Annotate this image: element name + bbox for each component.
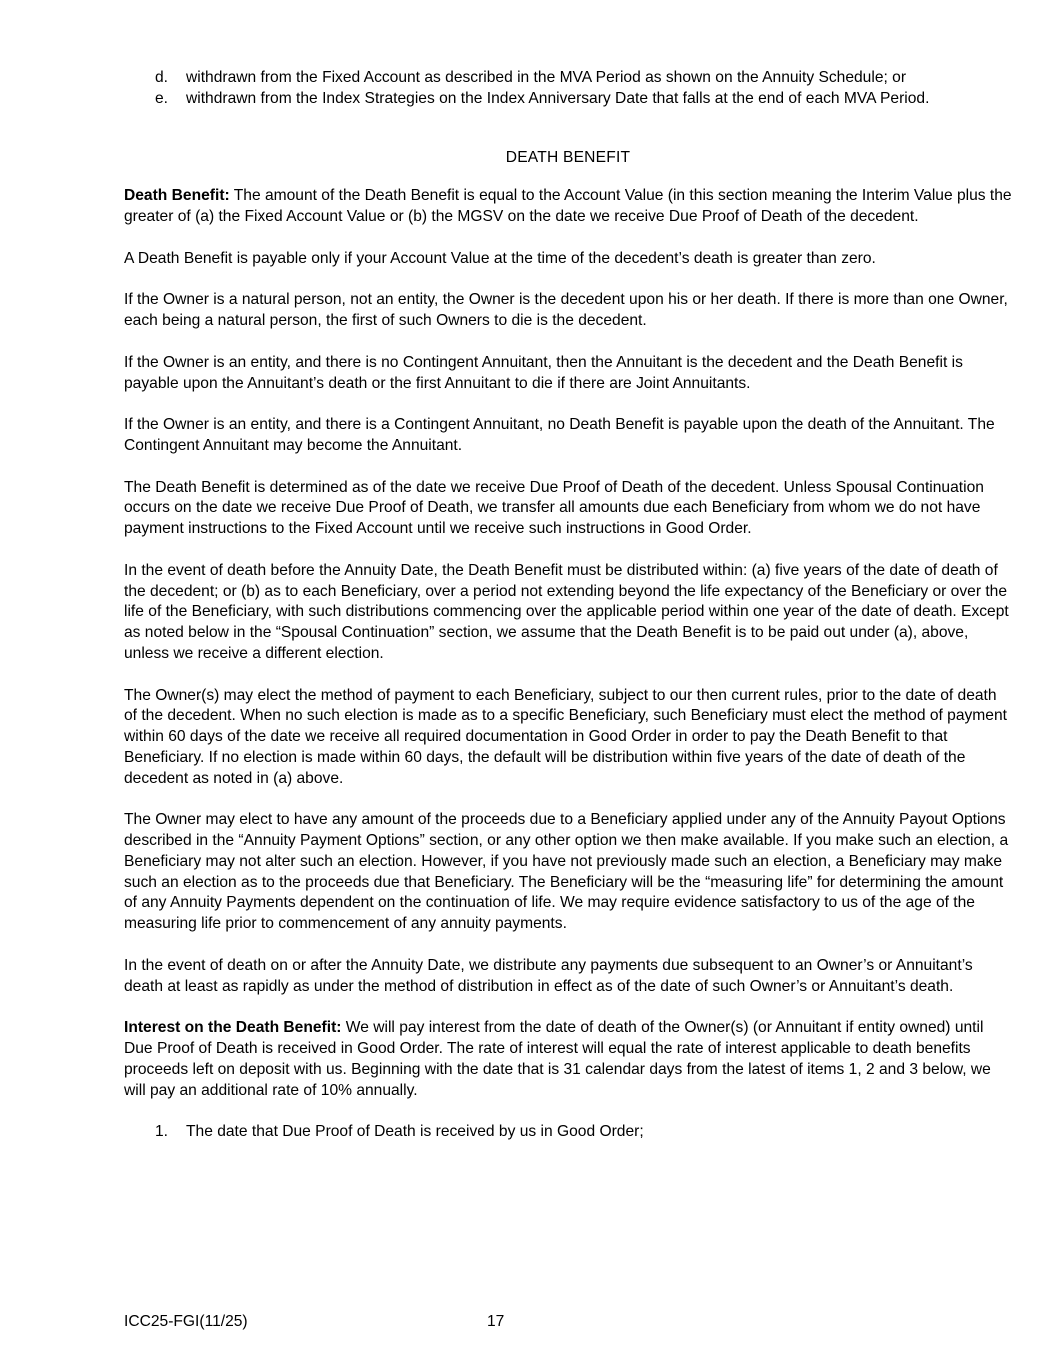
death-benefit-paragraph [124, 186, 1012, 228]
paragraph: If the Owner is a natural person, not an entity, the Owner is the decedent upon his or her death. If there is more than one Owner, each being a natural person, the first of such Owners to die is the decedent. [124, 291, 1008, 330]
list-marker: d. [155, 69, 169, 86]
paragraph: If the Owner is an entity, and there is no Contingent Annuitant, then the Annuitant is the decedent and the Death Benefit is payable upon the Annuitant’s death or the first Annuitant to die if there are Joint Annuitants. [124, 353, 963, 392]
paragraph: The Owner may elect to have any amount of the proceeds due to a Beneficiary applied under any of the Annuity Payout Options described in the “Annuity Payment Options” section, or any other option we then make available. If you make such an election, a Beneficiary may not alter such an election. However, if you have not previously made such an election, a Beneficiary may make such an election as to the proceeds due that Beneficiary. The Beneficiary will be the “measuring life” for determining the amount of any Annuity Payments dependent on the continuation of life. We may require evidence satisfactory to us of the age of the measuring life prior to commencement of any annuity payments. [124, 811, 1009, 933]
interest-text: We will pay interest from the date of death of the Owner(s) (or Annuitant if entity owned) until Due Proof of Death is received in Good Order. The rate of interest will equal the rate of interest applicable to death benefits proceeds left on deposit with us. Beginning with the date that is 31 calendar days from the latest of items 1, 2 and 3 below, we will pay an additional rate of 10% annually. [124, 1019, 991, 1099]
paragraph: A Death Benefit is payable only if your Account Value at the time of the decedent’s death is greater than zero. [124, 249, 876, 267]
section-title: DEATH BENEFIT [505, 148, 631, 166]
interest-lead: Interest on the Death Benefit: [124, 1019, 342, 1037]
list-item-text: withdrawn from the Index Strategies on the Index Anniversary Date that falls at the end of each MVA Period. [186, 89, 930, 107]
document-body [124, 68, 1012, 1143]
list-marker: 1. [155, 1123, 169, 1141]
list-item [124, 68, 1012, 89]
interest-paragraph [124, 1018, 1012, 1101]
form-code: ICC25-FGI(11/25) [124, 1313, 248, 1330]
paragraph: The Death Benefit is determined as of the date we receive Due Proof of Death of the decedent. Unless Spousal Continuation occurs on the date we receive Due Proof of Death, we transfer all amounts due each Beneficiary from whom we do not have payment instructions to the Fixed Account until we receive such instructions in Good Order. [124, 478, 984, 538]
death-benefit-text: The amount of the Death Benefit is equal to the Account Value (in this section meaning the Interim Value plus the greater of (a) the Fixed Account Value or (b) the MGSV on the date we receive Due Proof of Death of the decedent. [124, 187, 1012, 226]
death-benefit-lead: Death Benefit: [124, 187, 230, 205]
paragraph: In the event of death on or after the Annuity Date, we distribute any payments due subsequent to an Owner’s or Annuitant’s death at least as rapidly as under the method of distribution in effect as of the date of such Owner’s or Annuitant’s death. [124, 956, 973, 995]
list-item-text: The date that Due Proof of Death is received by us in Good Order; [186, 1123, 644, 1141]
paragraph: If the Owner is an entity, and there is a Contingent Annuitant, no Death Benefit is payable upon the death of the Annuitant. The Contingent Annuitant may become the Annuitant. [124, 416, 995, 454]
list-marker: e. [155, 89, 169, 107]
numbered-list [124, 1122, 1012, 1143]
withdrawal-list [124, 68, 1012, 110]
list-item [124, 1122, 1012, 1143]
list-item-text: withdrawn from the Fixed Account as described in the MVA Period as shown on the Annuity Schedule; or [186, 69, 907, 86]
page-number: 17 [487, 1313, 505, 1330]
paragraph: In the event of death before the Annuity Date, the Death Benefit must be distributed within: (a) five years of the date of death of the decedent; or (b) as to each Beneficiary, over a period not extending beyond the life expectancy of the Beneficiary or over the life of the Beneficiary, with such distributions commencing over the applicable period within one year of the date of death. Except as noted below in the “Spousal Continuation” section, we assume that the Death Benefit is to be paid out under (a), above, unless we receive a different election. [124, 561, 1009, 662]
list-item [124, 89, 1012, 110]
paragraph: The Owner(s) may elect the method of payment to each Beneficiary, subject to our then current rules, prior to the date of death of the decedent. When no such election is made as to a specific Beneficiary, such Beneficiary must elect the method of payment within 60 days of the date we receive all required documentation in Good Order in order to pay the Death Benefit to that Beneficiary. If no election is made within 60 days, the default will be distribution within five years of the date of death of the decedent as noted in (a) above. [124, 686, 1007, 787]
